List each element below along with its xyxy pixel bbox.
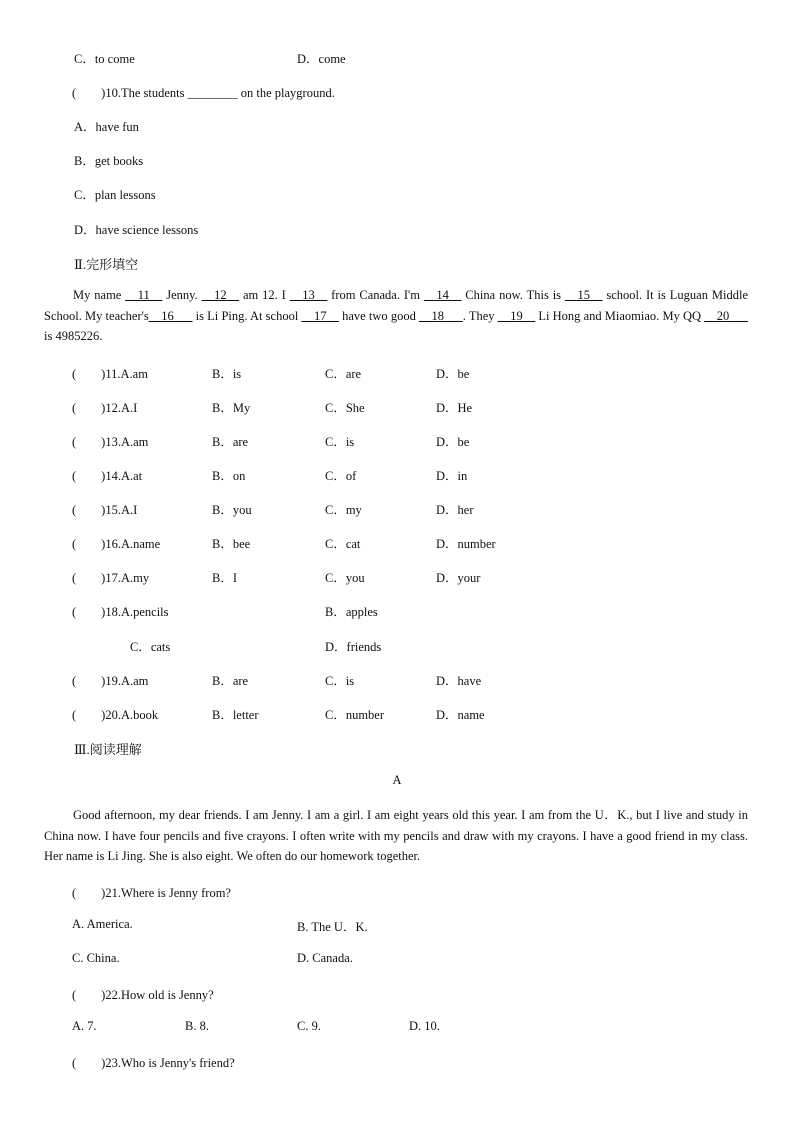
q12-option-c: C．She xyxy=(325,401,365,415)
q18-option-c: C．cats xyxy=(130,640,171,654)
question-number: ( )22. xyxy=(72,988,121,1002)
q20-option-c: C．number xyxy=(325,708,385,722)
question-21 xyxy=(72,883,231,901)
q22-option-b: B. 8. xyxy=(185,1019,209,1033)
question-12-number: ( )12.A.I xyxy=(72,401,138,415)
q14-option-c: C．of xyxy=(325,469,357,483)
reading-passage: Good afternoon, my dear friends. I am Jenny. I am a girl. I am eight years old this year. I am from the U．K., but I live and study in China now. I have four pencils and five crayons. I often write with my pencils and draw with my crayons. I have a good friend in my class. Her name is Li Jing. She is also eight. We often do our homework together. xyxy=(44,808,748,863)
blank-19: __19__ xyxy=(497,308,536,323)
q15-option-b: B．you xyxy=(212,503,252,517)
q21-option-b: B. The U．K. xyxy=(297,920,368,934)
q12-option-b: B．My xyxy=(212,401,251,415)
q22-option-d: D. 10. xyxy=(409,1019,440,1033)
passage-text: from Canada. I'm xyxy=(327,288,424,302)
q10-option-c: C．plan lessons xyxy=(74,188,156,202)
q17-option-d: D．your xyxy=(436,571,481,585)
q16-option-d: D．number xyxy=(436,537,496,551)
question-22 xyxy=(72,985,214,1003)
blank-11: __11__ xyxy=(125,288,163,302)
question-number: ( )10. xyxy=(72,86,121,100)
q19-option-c: C．is xyxy=(325,674,355,688)
blank-18: __18___ xyxy=(419,308,463,323)
blank-12: __12__ xyxy=(201,288,240,302)
q16-option-b: B．bee xyxy=(212,537,251,551)
passage-text: is 4985226. xyxy=(44,329,103,343)
q18-option-b: B．apples xyxy=(325,605,378,619)
question-number: ( )21. xyxy=(72,886,121,900)
question-text: The students ________ on the playground. xyxy=(120,86,335,100)
question-number: ( )23. xyxy=(72,1056,121,1070)
blank-13: __13__ xyxy=(289,288,328,302)
passage-text: My name xyxy=(73,288,126,302)
q15-option-d: D．her xyxy=(436,503,474,517)
question-11-number: ( )11.A.am xyxy=(72,367,148,381)
question-14-number: ( )14.A.at xyxy=(72,469,143,483)
question-text: Who is Jenny's friend? xyxy=(120,1056,235,1070)
option-d-come: D．come xyxy=(297,52,346,66)
question-16-number: ( )16.A.name xyxy=(72,537,161,551)
passage-text: have two good xyxy=(338,308,419,323)
question-10 xyxy=(72,83,335,101)
q19-option-d: D．have xyxy=(436,674,482,688)
q17-option-c: C．you xyxy=(325,571,365,585)
question-13-number: ( )13.A.am xyxy=(72,435,149,449)
q11-option-d: D．be xyxy=(436,367,470,381)
q17-option-b: B．I xyxy=(212,571,238,585)
q15-option-c: C．my xyxy=(325,503,362,517)
q13-option-d: D．be xyxy=(436,435,470,449)
question-15-number: ( )15.A.I xyxy=(72,503,138,517)
question-text: Where is Jenny from? xyxy=(120,886,231,900)
q20-option-b: B．letter xyxy=(212,708,259,722)
q16-option-c: C．cat xyxy=(325,537,361,551)
blank-17: __17__ xyxy=(301,308,339,323)
q10-option-a: A．have fun xyxy=(74,120,139,134)
q14-option-b: B．on xyxy=(212,469,246,483)
q10-option-b: B．get books xyxy=(74,154,144,168)
q10-option-d: D．have science lessons xyxy=(74,223,199,237)
passage-text: is Li Ping. At school xyxy=(192,308,302,323)
q21-option-c: C. China. xyxy=(72,951,120,965)
passage-label: A xyxy=(392,773,402,787)
blank-16: __16___ xyxy=(148,308,193,323)
passage-text: China now. This is xyxy=(461,288,565,302)
blank-14: __14__ xyxy=(423,288,462,302)
question-text: How old is Jenny? xyxy=(120,988,214,1002)
question-20-number: ( )20.A.book xyxy=(72,708,159,722)
q11-option-c: C．are xyxy=(325,367,362,381)
section-3-title: Ⅲ.阅读理解 xyxy=(74,742,142,757)
passage-text: . They xyxy=(462,308,498,323)
q20-option-d: D．name xyxy=(436,708,485,722)
passage-text: am 12. I xyxy=(239,288,290,302)
blank-20: __20___ xyxy=(704,308,748,323)
question-17-number: ( )17.A.my xyxy=(72,571,150,585)
q21-option-d: D. Canada. xyxy=(297,951,353,965)
q12-option-d: D．He xyxy=(436,401,473,415)
q22-option-c: C. 9. xyxy=(297,1019,321,1033)
q13-option-b: B．are xyxy=(212,435,249,449)
blank-15: __15__ xyxy=(564,288,603,302)
passage-text: school. It is Luguan Middle School. My teacher's xyxy=(44,288,748,323)
passage-text: Jenny. xyxy=(162,288,202,302)
q14-option-d: D．in xyxy=(436,469,468,483)
question-23 xyxy=(72,1053,235,1071)
question-18-number: ( )18.A.pencils xyxy=(72,605,169,619)
q18-option-d: D．friends xyxy=(325,640,382,654)
q19-option-b: B．are xyxy=(212,674,249,688)
q22-option-a: A. 7. xyxy=(72,1019,97,1033)
q13-option-c: C．is xyxy=(325,435,355,449)
cloze-passage xyxy=(44,285,748,347)
option-c-to-come: C．to come xyxy=(74,52,135,66)
q21-option-a: A. America. xyxy=(72,917,133,931)
passage-text: Li Hong and Miaomiao. My QQ xyxy=(535,308,705,323)
question-19-number: ( )19.A.am xyxy=(72,674,149,688)
q11-option-b: B．is xyxy=(212,367,242,381)
section-2-title: Ⅱ.完形填空 xyxy=(74,257,139,272)
